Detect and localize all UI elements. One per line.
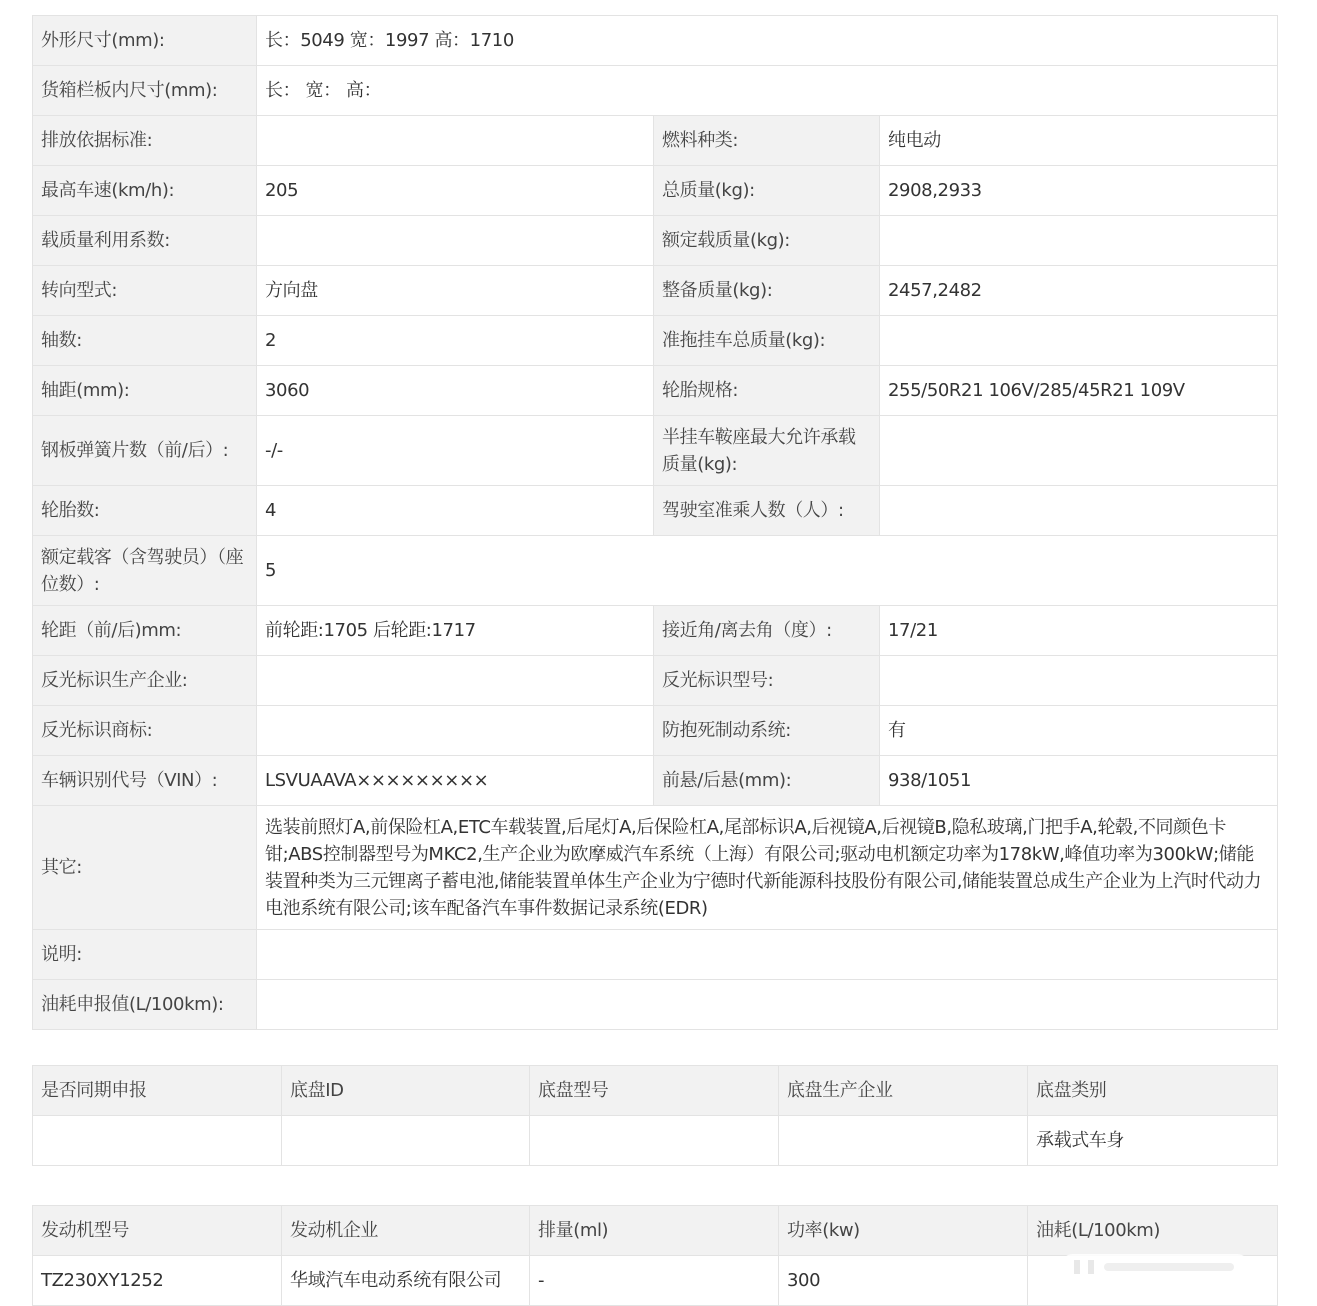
value-reflective-model [880,656,1278,706]
value-abs: 有 [880,706,1278,756]
spec-row-cargo [33,66,1278,116]
engine-cell-model: TZ230XY1252 [33,1256,282,1306]
label-max-speed: 最高车速(km/h): [33,166,257,216]
value-other: 选装前照灯A,前保险杠A,ETC车载装置,后尾灯A,后保险杠A,尾部标识A,后视镜A,后视镜B,隐私玻璃,门把手A,轮毂,不同颜色卡钳;ABS控制器型号为MKC2,生产企业为欧摩威汽车系统（上海）有限公司;驱动电机额定功率为178kW,峰值功率为300kW;储能装置种类为三元锂离子蓄电池,储能装置单体生产企业为宁德时代新能源科技股份有限公司,储能装置总成生产企业为上汽时代动力电池系统有限公司;该车配备汽车事件数据记录系统(EDR) [257,806,1278,930]
engine-header-maker: 发动机企业 [282,1206,530,1256]
spec-row-note [33,930,1278,980]
spec-row-steering [33,266,1278,316]
value-overhang: 938/1051 [880,756,1278,806]
value-tire-count: 4 [257,486,654,536]
chassis-header-row [33,1066,1278,1116]
engine-cell-fuel [1028,1256,1278,1306]
value-fuel-type: 纯电动 [880,116,1278,166]
value-approach-departure: 17/21 [880,606,1278,656]
label-other: 其它: [33,806,257,930]
value-note [257,930,1278,980]
label-cargo-box: 货箱栏板内尺寸(mm): [33,66,257,116]
label-steering: 转向型式: [33,266,257,316]
vehicle-spec-table [32,15,1278,1030]
value-reflective-maker [257,656,654,706]
engine-cell-displacement: - [530,1256,779,1306]
label-leaf-spring: 钢板弹簧片数（前/后）: [33,416,257,486]
spec-row-axles [33,316,1278,366]
spec-row-vin [33,756,1278,806]
engine-cell-power: 300 [779,1256,1028,1306]
chassis-cell-id [282,1116,530,1166]
value-cargo-box: 长： 宽： 高： [257,66,1278,116]
label-tire-count: 轮胎数: [33,486,257,536]
engine-header-power: 功率(kw) [779,1206,1028,1256]
value-fuel-consumption [257,980,1278,1030]
label-rated-load: 额定载质量(kg): [654,216,880,266]
spec-row-track [33,606,1278,656]
label-saddle-load: 半挂车鞍座最大允许承载质量(kg): [654,416,880,486]
spec-row-passengers [33,536,1278,606]
value-emission-standard [257,116,654,166]
label-wheelbase: 轴距(mm): [33,366,257,416]
engine-data-row [33,1256,1278,1306]
label-track-width: 轮距（前/后)mm: [33,606,257,656]
chassis-cell-model [530,1116,779,1166]
chassis-cell-same-period [33,1116,282,1166]
label-fuel-consumption: 油耗申报值(L/100km): [33,980,257,1030]
label-reflective-model: 反光标识型号: [654,656,880,706]
value-steering: 方向盘 [257,266,654,316]
spec-row-load-factor [33,216,1278,266]
label-tire-spec: 轮胎规格: [654,366,880,416]
chassis-header-id: 底盘ID [282,1066,530,1116]
label-cab-occupants: 驾驶室准乘人数（人）: [654,486,880,536]
label-note: 说明: [33,930,257,980]
value-curb-mass: 2457,2482 [880,266,1278,316]
engine-header-displacement: 排量(ml) [530,1206,779,1256]
label-dimensions: 外形尺寸(mm): [33,16,257,66]
label-fuel-type: 燃料种类: [654,116,880,166]
value-trailer-mass [880,316,1278,366]
label-vin: 车辆识别代号（VIN）: [33,756,257,806]
value-gross-mass: 2908,2933 [880,166,1278,216]
value-axle-count: 2 [257,316,654,366]
chassis-header-maker: 底盘生产企业 [779,1066,1028,1116]
spec-row-other [33,806,1278,930]
chassis-cell-maker [779,1116,1028,1166]
spec-row-reflective [33,656,1278,706]
chassis-data-row [33,1116,1278,1166]
value-wheelbase: 3060 [257,366,654,416]
chassis-cell-category: 承载式车身 [1028,1116,1278,1166]
label-overhang: 前悬/后悬(mm): [654,756,880,806]
label-rated-passengers: 额定载客（含驾驶员）（座位数）: [33,536,257,606]
spec-row-brand [33,706,1278,756]
spec-row-dimensions [33,16,1278,66]
label-reflective-brand: 反光标识商标: [33,706,257,756]
spec-row-speed [33,166,1278,216]
value-rated-load [880,216,1278,266]
label-axle-count: 轴数: [33,316,257,366]
chassis-header-model: 底盘型号 [530,1066,779,1116]
spec-row-wheelbase [33,366,1278,416]
value-reflective-brand [257,706,654,756]
label-approach-departure: 接近角/离去角（度）: [654,606,880,656]
value-cab-occupants [880,486,1278,536]
chassis-header-same-period: 是否同期申报 [33,1066,282,1116]
label-emission-standard: 排放依据标准: [33,116,257,166]
value-rated-passengers: 5 [257,536,1278,606]
spec-row-spring [33,416,1278,486]
value-track-width: 前轮距:1705 后轮距:1717 [257,606,654,656]
spec-row-fuel [33,980,1278,1030]
value-load-factor [257,216,654,266]
label-reflective-maker: 反光标识生产企业: [33,656,257,706]
engine-cell-maker: 华域汽车电动系统有限公司 [282,1256,530,1306]
label-load-factor: 载质量利用系数: [33,216,257,266]
label-abs: 防抱死制动系统: [654,706,880,756]
engine-header-model: 发动机型号 [33,1206,282,1256]
label-gross-mass: 总质量(kg): [654,166,880,216]
chassis-header-category: 底盘类别 [1028,1066,1278,1116]
value-leaf-spring: -/- [257,416,654,486]
value-saddle-load [880,416,1278,486]
value-dimensions: 长：5049 宽：1997 高：1710 [257,16,1278,66]
label-trailer-mass: 准拖挂车总质量(kg): [654,316,880,366]
spec-row-tires [33,486,1278,536]
engine-table [32,1205,1278,1306]
value-vin: LSVUAAVA××××××××× [257,756,654,806]
label-curb-mass: 整备质量(kg): [654,266,880,316]
value-max-speed: 205 [257,166,654,216]
engine-header-fuel: 油耗(L/100km) [1028,1206,1278,1256]
value-tire-spec: 255/50R21 106V/285/45R21 109V [880,366,1278,416]
spec-row-emission [33,116,1278,166]
chassis-table [32,1065,1278,1166]
engine-header-row [33,1206,1278,1256]
